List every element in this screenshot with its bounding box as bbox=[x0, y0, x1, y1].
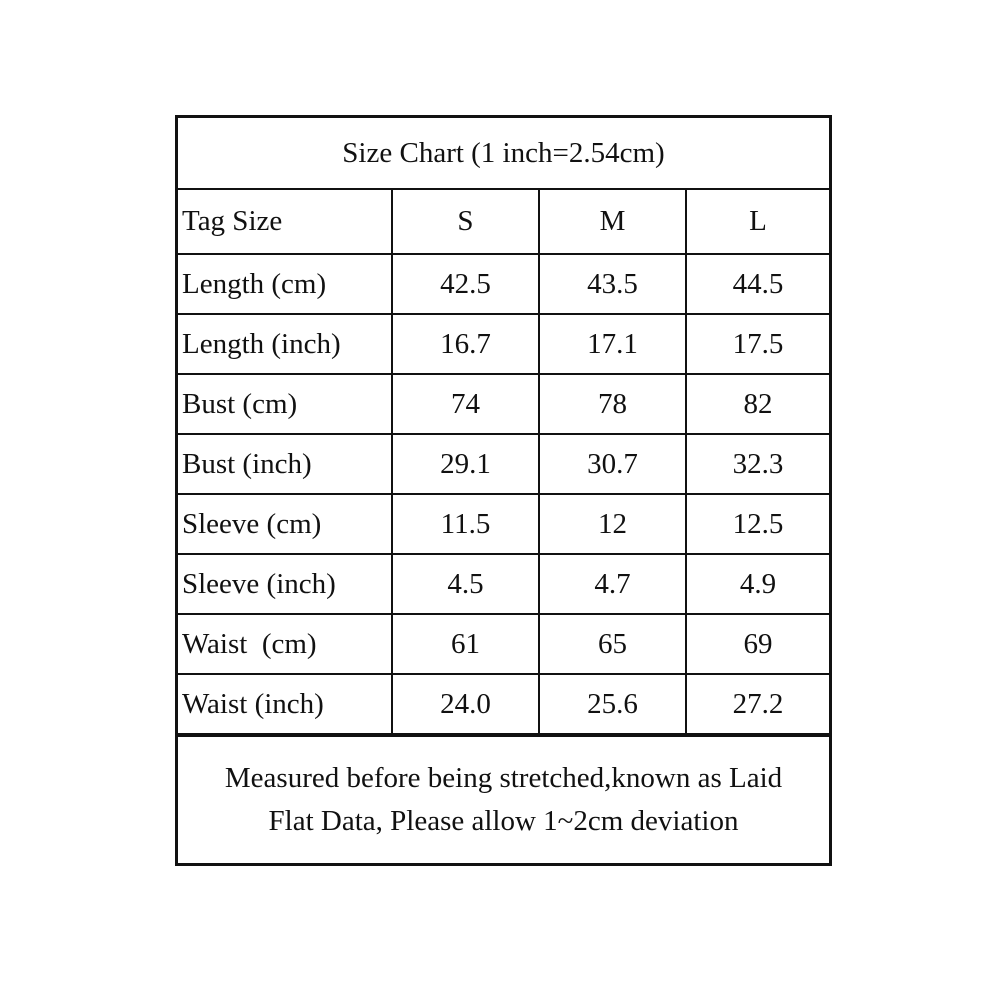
header-size-l: L bbox=[686, 190, 829, 254]
header-label: Tag Size bbox=[178, 190, 392, 254]
row-label: Waist (cm) bbox=[178, 614, 392, 674]
cell-value: 44.5 bbox=[686, 254, 829, 314]
cell-value: 12 bbox=[539, 494, 686, 554]
cell-value: 78 bbox=[539, 374, 686, 434]
cell-value: 12.5 bbox=[686, 494, 829, 554]
footnote-line-1: Measured before being stretched,known as Laid bbox=[224, 762, 783, 794]
cell-value: 17.5 bbox=[686, 314, 829, 374]
cell-value: 25.6 bbox=[539, 674, 686, 734]
cell-value: 16.7 bbox=[392, 314, 539, 374]
cell-value: 69 bbox=[686, 614, 829, 674]
cell-value: 4.5 bbox=[392, 554, 539, 614]
footnote-text bbox=[225, 757, 782, 843]
chart-title: Size Chart (1 inch=2.54cm) bbox=[178, 118, 829, 190]
row-label: Waist (inch) bbox=[178, 674, 392, 734]
row-label: Length (cm) bbox=[178, 254, 392, 314]
cell-value: 29.1 bbox=[392, 434, 539, 494]
row-label: Length (inch) bbox=[178, 314, 392, 374]
cell-value: 32.3 bbox=[686, 434, 829, 494]
row-label: Bust (inch) bbox=[178, 434, 392, 494]
footnote-line-2: Flat Data, Please allow 1~2cm deviation bbox=[268, 805, 739, 837]
table-row bbox=[178, 314, 829, 374]
cell-value: 74 bbox=[392, 374, 539, 434]
cell-value: 24.0 bbox=[392, 674, 539, 734]
cell-value: 11.5 bbox=[392, 494, 539, 554]
size-table bbox=[178, 190, 829, 735]
header-size-s: S bbox=[392, 190, 539, 254]
cell-value: 61 bbox=[392, 614, 539, 674]
table-row bbox=[178, 674, 829, 734]
cell-value: 4.9 bbox=[686, 554, 829, 614]
table-row bbox=[178, 554, 829, 614]
row-label: Sleeve (cm) bbox=[178, 494, 392, 554]
table-row bbox=[178, 434, 829, 494]
size-chart bbox=[175, 115, 832, 866]
table-row bbox=[178, 254, 829, 314]
cell-value: 42.5 bbox=[392, 254, 539, 314]
header-size-m: M bbox=[539, 190, 686, 254]
footnote bbox=[178, 735, 829, 863]
cell-value: 43.5 bbox=[539, 254, 686, 314]
cell-value: 82 bbox=[686, 374, 829, 434]
table-row bbox=[178, 494, 829, 554]
row-label: Sleeve (inch) bbox=[178, 554, 392, 614]
table-header-row bbox=[178, 190, 829, 254]
table-row bbox=[178, 614, 829, 674]
cell-value: 65 bbox=[539, 614, 686, 674]
cell-value: 27.2 bbox=[686, 674, 829, 734]
row-label: Bust (cm) bbox=[178, 374, 392, 434]
cell-value: 17.1 bbox=[539, 314, 686, 374]
cell-value: 4.7 bbox=[539, 554, 686, 614]
cell-value: 30.7 bbox=[539, 434, 686, 494]
table-row bbox=[178, 374, 829, 434]
